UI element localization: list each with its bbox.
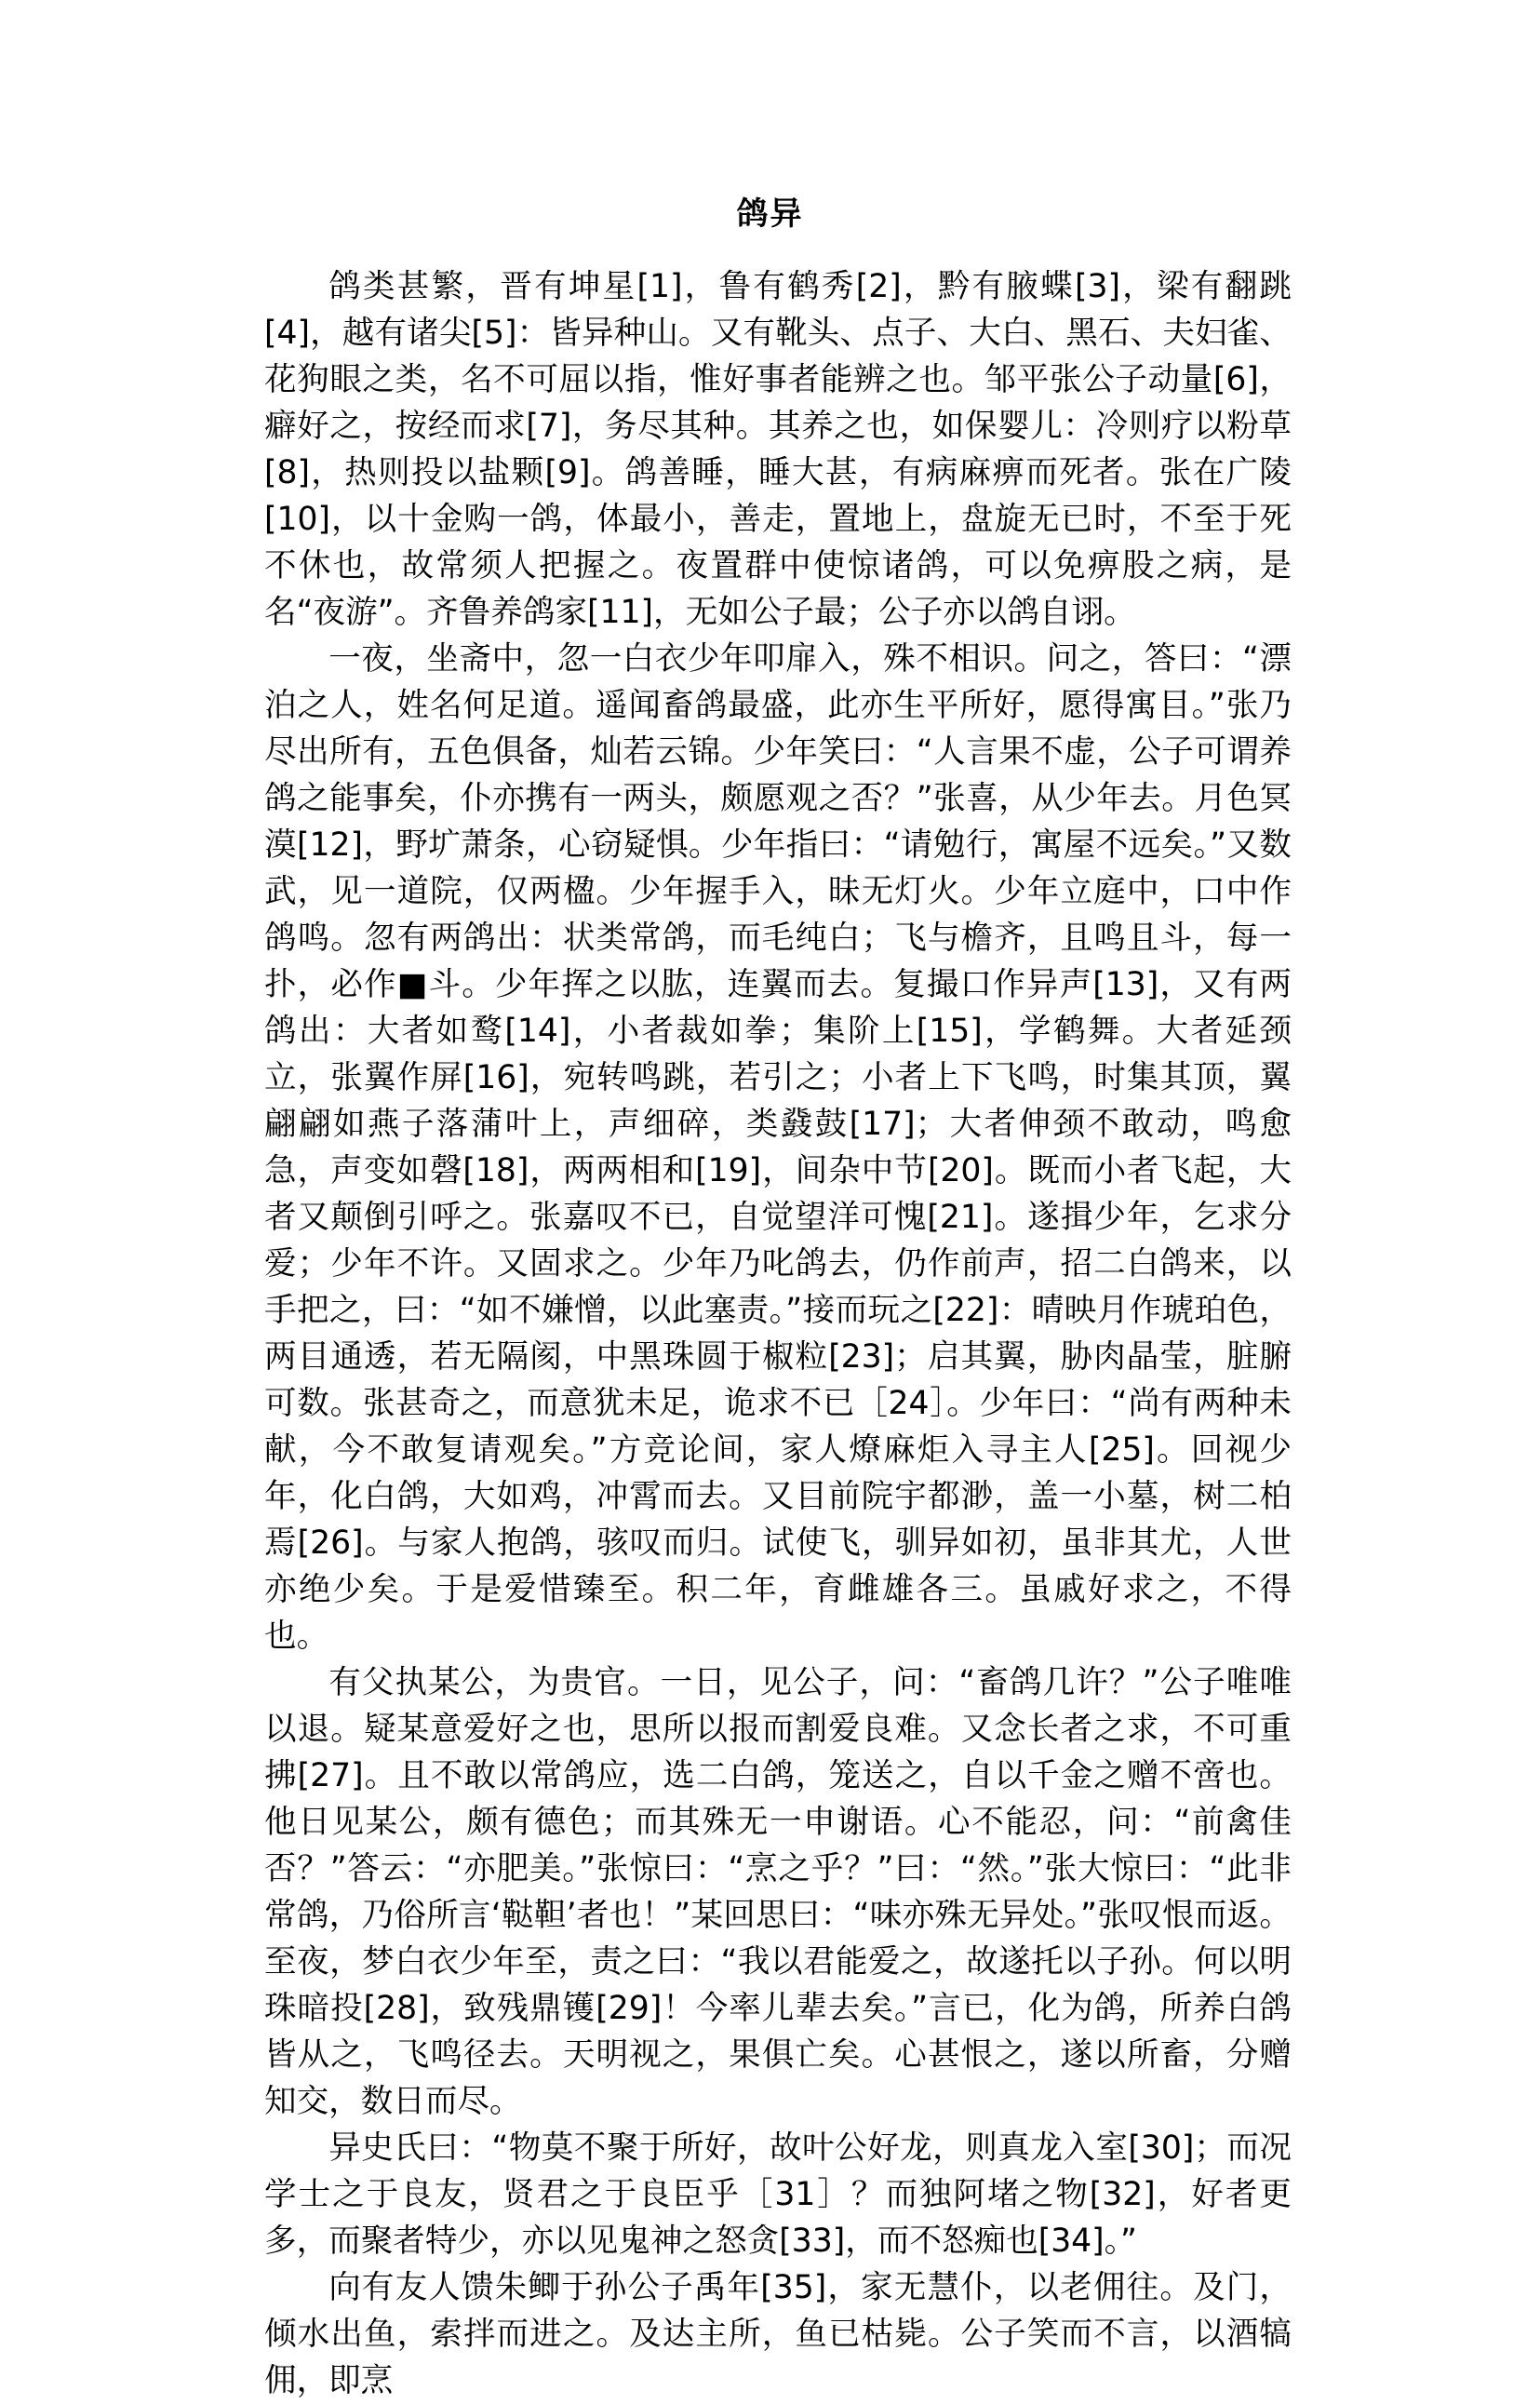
- paragraph: 鸽类甚繁，晋有坤星[1]，鲁有鹤秀[2]，黔有腋蝶[3]，梁有翻跳[4]，越有诸尖[5]：皆异种山。又有靴头、点子、大白、黑石、夫妇雀、花狗眼之类，名不可屈以指，惟好事者能辨之也。邹平张公子动量[6]，癖好之，按经而求[7]，务尽其种。其养之也，如保婴儿：冷则疗以粉草[8]，热则投以盐颗[9]。鸽善睡，睡大甚，有病麻痹而死者。张在广陵[10]，以十金购一鸽，体最小，善走，置地上，盘旋无已时，不至于死不休也，故常须人把握之。夜置群中使惊诸鸽，可以免痹股之病，是名“夜游”。齐鲁养鸽家[11]，无如公子最；公子亦以鸽自诩。: [264, 268, 1292, 631]
- paragraph: 有父执某公，为贵官。一日，见公子，问：“畜鸽几许？”公子唯唯以退。疑某意爱好之也，思所以报而割爱良难。又念长者之求，不可重拂[27]。且不敢以常鸽应，选二白鸽，笼送之，自以千金之赠不啻也。他日见某公，颇有德色；而其殊无一申谢语。心不能忍，问：“前禽佳否？”答云：“亦肥美。”张惊曰：“烹之乎？”曰：“然。”张大惊曰：“此非常鸽，乃俗所言‘鞑靼’者也！”某回思曰：“味亦殊无异处。”张叹恨而返。至夜，梦白衣少年至，责之曰：“我以君能爱之，故遂托以子孙。何以明珠暗投[28]，致残鼎镬[29]！今率儿辈去矣。”言已，化为鸽，所养白鸽皆从之，飞鸣径去。天明视之，果俱亡矣。心甚恨之，遂以所畜，分赠知交，数日而尽。: [264, 1664, 1292, 2120]
- document-title: 鸽异: [736, 195, 804, 233]
- paragraph: 一夜，坐斋中，忽一白衣少年叩扉入，殊不相识。问之，答曰：“漂泊之人，姓名何足道。遥闻畜鸽最盛，此亦生平所好，愿得寓目。”张乃尽出所有，五色俱备，灿若云锦。少年笑曰：“人言果不虚，公子可谓养鸽之能事矣，仆亦携有一两头，颇愿观之否？”张喜，从少年去。月色冥漠[12]，野圹萧条，心窃疑惧。少年指曰：“请勉行，寓屋不远矣。”又数武，见一道院，仅两楹。少年握手入，昧无灯火。少年立庭中，口中作鸽鸣。忽有两鸽出：状类常鸽，而毛纯白；飞与檐齐，且鸣且斗，每一扑，必作■斗。少年挥之以肱，连翼而去。复撮口作异声[13]，又有两鸽出：大者如鹜[14]，小者裁如拳；集阶上[15]，学鹤舞。大者延颈立，张翼作屏[16]，宛转鸣跳，若引之；小者上下飞鸣，时集其顶，翼翩翩如燕子落蒲叶上，声细碎，类鼗鼓[17]；大者伸颈不敢动，鸣愈急，声变如磬[18]，两两相和[19]，间杂中节[20]。既而小者飞起，大者又颠倒引呼之。张嘉叹不已，自觉望洋可愧[21]。遂揖少年，乞求分爱；少年不许。又固求之。少年乃叱鸽去，仍作前声，招二白鸽来，以手把之，曰：“如不嫌憎，以此塞责。”接而玩之[22]：晴映月作琥珀色，两目通透，若无隔阂，中黑珠圆于椒粒[23]；启其翼，胁肉晶莹，脏腑可数。张甚奇之，而意犹未足，诡求不已［24］。少年曰：“尚有两种未献，今不敢复请观矣。”方竞论间，家人燎麻炬入寻主人[25]。回视少年，化白鸽，大如鸡，冲霄而去。又目前院宇都渺，盖一小墓，树二柏焉[26]。与家人抱鸽，骇叹而归。试使飞，驯异如初，虽非其尤，人世亦绝少矣。于是爱惜臻至。积二年，育雌雄各三。虽戚好求之，不得也。: [264, 640, 1292, 1655]
- paragraph: 异史氏曰：“物莫不聚于所好，故叶公好龙，则真龙入室[30]；而况学士之于良友，贤君之于良臣乎［31］？而独阿堵之物[32]，好者更多，而聚者特少，亦以见鬼神之怒贪[33]，而不怒痴也[34]。”: [264, 2129, 1292, 2260]
- paragraph: 向有友人馈朱鲫于孙公子禹年[35]，家无慧仆，以老佣往。及门，倾水出鱼，索拌而进之。及达主所，鱼已枯毙。公子笑而不言，以酒犒佣，即烹: [264, 2269, 1292, 2399]
- document-body: [264, 263, 1292, 2404]
